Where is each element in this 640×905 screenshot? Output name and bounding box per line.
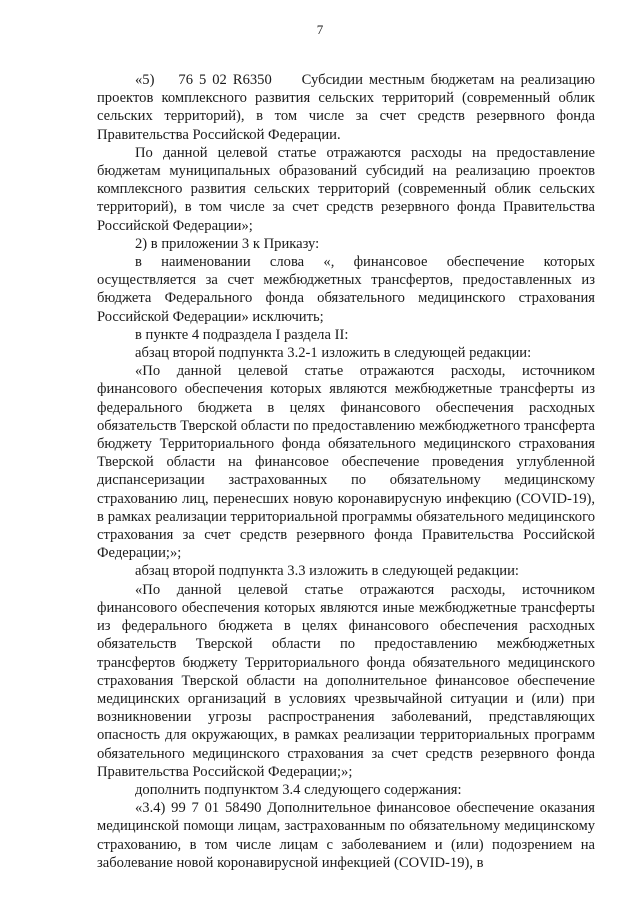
paragraph-appendix-3: 2) в приложении 3 к Приказу: <box>135 235 320 252</box>
paragraph-remove-words: в наименовании слова «, финансовое обеспечение которых осуществляется за счет межбюджетных трансфертов, предоставленных из бюджета Федерального фонда обязательного медицинского страхования Российской Федерации» исключить; <box>97 254 595 325</box>
paragraph-subitem-3-3-heading: абзац второй подпункта 3.3 изложить в следующей редакции: <box>135 563 519 580</box>
paragraph-subitem-3-4-heading: дополнить подпунктом 3.4 следующего содержания: <box>135 781 462 798</box>
paragraph-subsidy-code: «5) 76 5 02 R6350 Субсидии местным бюджетам на реализацию проектов комплексного развития сельских территорий (современный облик сельских территорий), в том числе за счет средств резервного фонда Правительства Российской Федерации. <box>97 72 595 143</box>
paragraph-subitem-3-3-text: «По данной целевой статье отражаются расходы, источником финансового обеспечения которых являются иные межбюджетные трансферты из федерального бюджета в целях финансового обеспечения расходных обязательств Тверской области по предоставлению межбюджетных трансфертов бюджету Территориального фонда обязательного медицинского страхования Тверской области на дополнительное финансовое обеспечение медицинских организаций в условиях чрезвычайной ситуации и (или) при возникновении угрозы распространения заболеваний, представляющих опасность для окружающих, в рамках реализации территориальных программ обязательного медицинского страхования за счет средств резервного фонда Правительства Российской Федерации;»; <box>97 581 595 780</box>
page-number: 7 <box>316 22 324 37</box>
document-body <box>97 71 595 872</box>
paragraph-subitem-3-2-1-heading: абзац второй подпункта 3.2-1 изложить в следующей редакции: <box>135 345 532 362</box>
paragraph-item-4: в пункте 4 подраздела I раздела II: <box>135 326 349 343</box>
paragraph-subitem-3-4-text: «3.4) 99 7 01 58490 Дополнительное финансовое обеспечение оказания медицинской помощи лицам, застрахованным по обязательному медицинскому страхованию, в том числе лицам с заболеванием и (или) подозрением на заболевание новой коронавирусной инфекцией (COVID-19), в <box>97 800 595 871</box>
paragraph-subsidy-description: По данной целевой статье отражаются расходы на предоставление бюджетам муниципальных образований субсидий на реализацию проектов комплексного развития сельских территорий (современный облик сельских территорий), в том числе за счет средств резервного фонда Правительства Российской Федерации»; <box>97 144 595 234</box>
paragraph-subitem-3-2-1-text: «По данной целевой статье отражаются расходы, источником финансового обеспечения которых являются межбюджетные трансферты из федерального бюджета в целях финансового обеспечения расходных обязательств Тверской области по предоставлению межбюджетного трансферта бюджету Территориального фонда обязательного медицинского страхования Тверской области на финансовое обеспечение проведения углубленной диспансеризации застрахованных по обязательному медицинскому страхованию лиц, перенесших новую коронавирусную инфекцию (COVID-19), в рамках реализации территориальной программы обязательного медицинского страхования за счет средств резервного фонда Правительства Российской Федерации;»; <box>97 363 595 562</box>
